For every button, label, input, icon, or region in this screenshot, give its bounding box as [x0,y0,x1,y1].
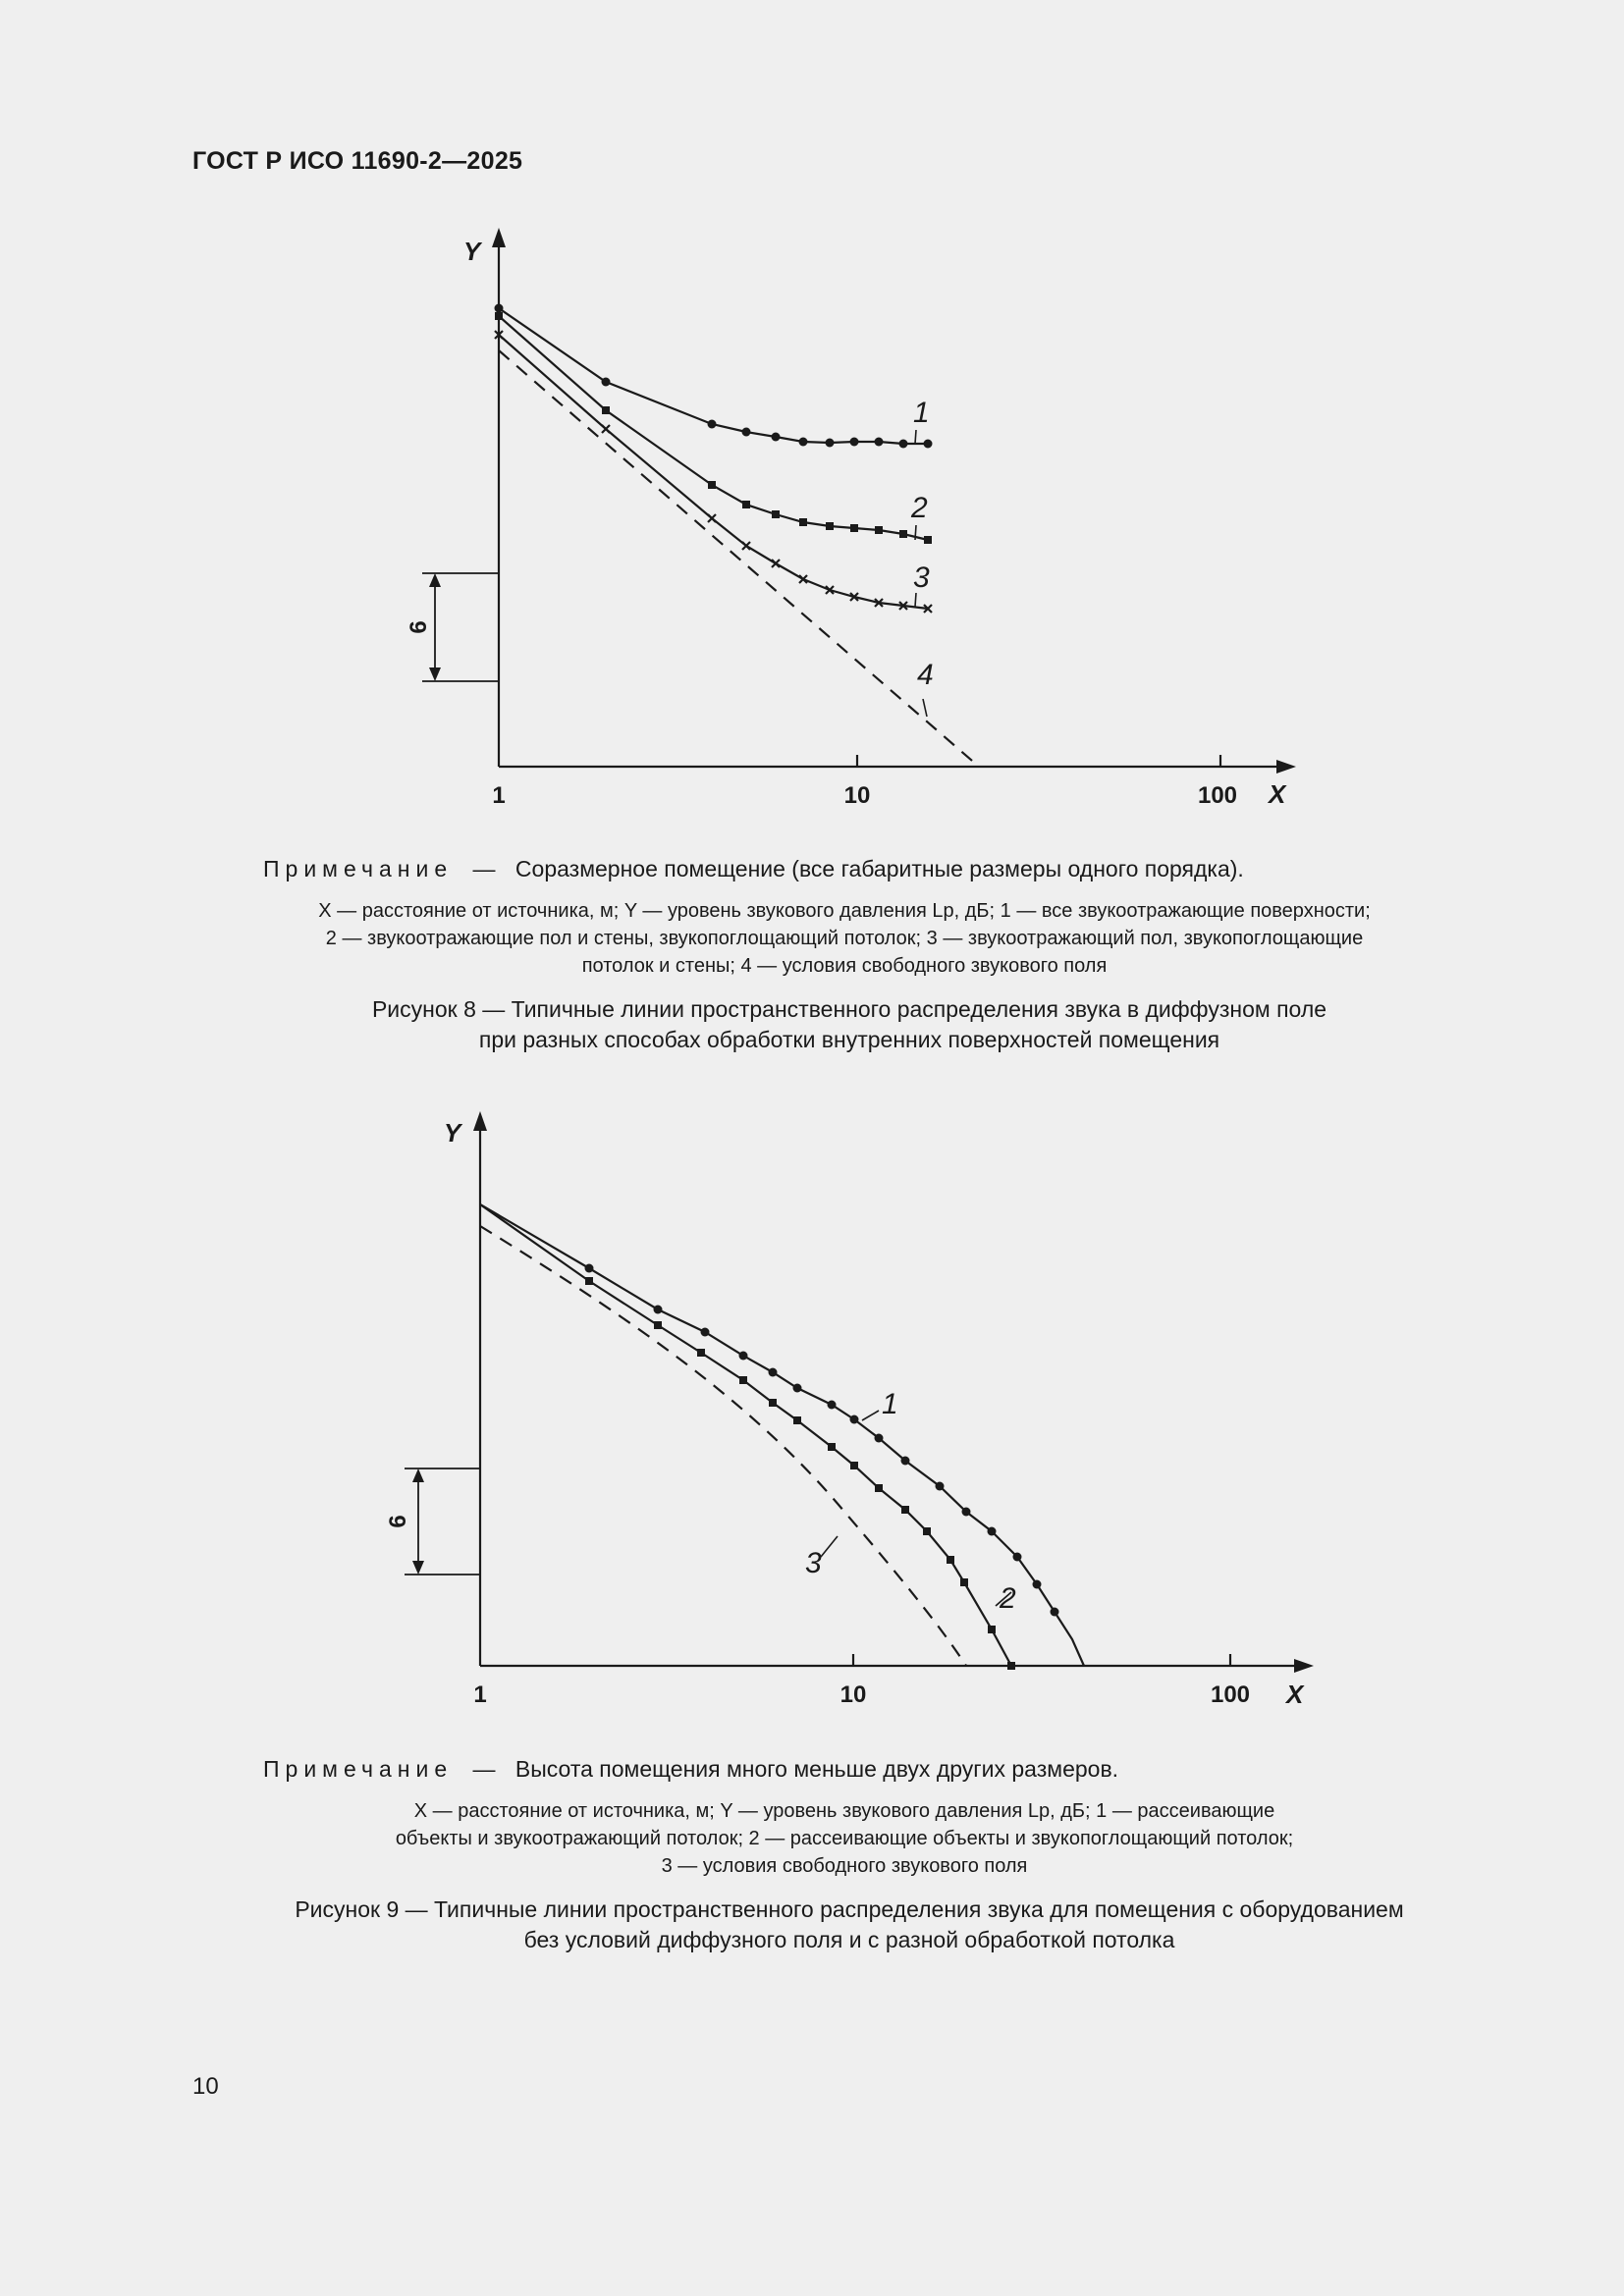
curve-4-line [499,350,979,767]
note-prefix: Примечание [263,1756,454,1782]
caption-line: Рисунок 9 — Типичные линии пространственного распределения звука для помещения с оборудованием [295,1896,1404,1922]
curve-4-label: 4 [917,659,934,691]
curve-3-line [499,335,928,609]
figure-9-note [263,1756,1118,1783]
legend-line: X — расстояние от источника, м; Y — уровень звукового давления Lp, дБ; 1 — рассеивающие [413,1800,1275,1822]
legend-line: 2 — звукоотражающие пол и стены, звукопоглощающий потолок; 3 — звукоотражающий пол, звукопоглощающие [325,928,1364,949]
figure-9-legend [236,1797,1453,1880]
curve-1-label: 1 [913,397,930,429]
figure-9-chart [0,1109,1624,1728]
legend-line: 3 — условия свободного звукового поля [661,1855,1028,1877]
y-axis-arrow [492,228,506,247]
figure-9-caption [187,1895,1512,1955]
curve-1-line [480,1204,1084,1666]
y-axis-label: Y [444,1118,461,1148]
curve-3-label: 3 [805,1547,822,1579]
note-dash: — [472,856,496,881]
page-number: 10 [192,2073,219,2100]
note-prefix: Примечание [263,856,454,881]
note-text: Соразмерное помещение (все габаритные размеры одного порядка). [514,856,1244,881]
document-header: ГОСТ Р ИСО 11690-2—2025 [192,147,523,175]
y-axis-arrow [473,1111,487,1131]
scale-label: 6 [406,620,432,634]
scale-label: 6 [385,1515,411,1528]
curve-2-line [480,1204,1011,1666]
x-axis-label: X [1269,779,1286,809]
figure-8-note [263,856,1244,882]
y-axis-label: Y [463,237,481,266]
x-tick-label-10: 10 [839,1682,867,1708]
x-axis-arrow [1294,1659,1314,1673]
note-text: Высота помещения много меньше двух других размеров. [514,1756,1119,1782]
x-tick-label-1: 1 [473,1682,487,1708]
x-tick-label-100: 100 [1197,782,1238,809]
figure-8-chart [0,221,1624,829]
curve-3-line [480,1226,966,1666]
curve-2-label: 2 [911,492,928,524]
x-tick-label-10: 10 [843,782,871,809]
curve-3-label: 3 [913,561,930,594]
legend-line: объекты и звукоотражающий потолок; 2 — рассеивающие объекты и звукопоглощающий потолок; [395,1828,1294,1849]
x-tick-label-1: 1 [492,782,506,809]
curve-1-label: 1 [882,1388,898,1420]
legend-line: потолок и стены; 4 — условия свободного звукового поля [581,955,1108,977]
curve-2-label: 2 [1000,1582,1016,1615]
legend-line: X — расстояние от источника, м; Y — уровень звукового давления Lp, дБ; 1 — все звукоотражающие поверхности; [318,900,1371,922]
caption-line: Рисунок 8 — Типичные линии пространственного распределения звука в диффузном поле [371,996,1327,1022]
caption-line: без условий диффузного поля и с разной обработкой потолка [523,1927,1175,1952]
x-axis-label: X [1286,1680,1304,1709]
caption-line: при разных способах обработки внутренних поверхностей помещения [478,1027,1220,1052]
x-tick-label-100: 100 [1210,1682,1251,1708]
x-axis-arrow [1276,760,1296,774]
figure-8-caption [187,994,1512,1055]
figure-8-legend [236,897,1453,980]
note-dash: — [472,1756,496,1782]
